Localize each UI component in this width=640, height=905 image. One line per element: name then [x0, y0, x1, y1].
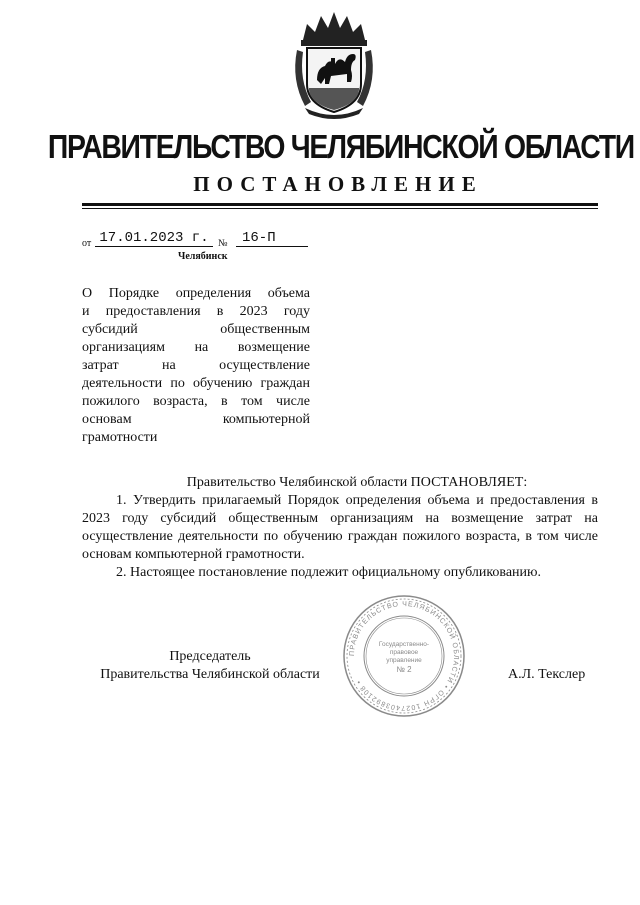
government-title: ПРАВИТЕЛЬСТВО ЧЕЛЯБИНСКОЙ ОБЛАСТИ	[47, 128, 634, 165]
svg-text:ПРАВИТЕЛЬСТВО ЧЕЛЯБИНСКОЙ ОБЛА: ПРАВИТЕЛЬСТВО ЧЕЛЯБИНСКОЙ ОБЛАСТИ • ОГРН 1027403892108 •	[348, 600, 460, 712]
document-subject	[82, 285, 310, 447]
coat-of-arms-icon	[291, 10, 377, 120]
header-divider-thin	[82, 208, 598, 209]
stamp-text: управление	[386, 657, 422, 664]
signatory-position-line: Председатель	[169, 649, 251, 664]
subject-line: организациям на возмещение	[82, 340, 310, 355]
document-number: 16-П	[236, 230, 308, 247]
signatory-position	[82, 648, 338, 684]
header-divider-thick	[82, 203, 598, 206]
number-prefix: №	[218, 238, 228, 249]
subject-line: грамотности	[82, 430, 158, 445]
decree-item-1: 1. Утвердить прилагаемый Порядок определения объема и предоставления в 2023 году субсидий общественным организациям на возмещение затрат на осуществление деятельности по обучению граждан пожилого возраста, в том числе основам компьютерной грамотности.	[82, 493, 598, 562]
official-stamp-icon	[342, 594, 466, 718]
subject-line: О Порядке определения объема	[82, 286, 310, 301]
stamp-text: № 2	[396, 665, 412, 674]
subject-line: основам компьютерной	[82, 412, 310, 427]
signatory-name: А.Л. Текслер	[508, 667, 586, 682]
subject-line: деятельности по обучению граждан	[82, 376, 310, 391]
decree-item-2: 2. Настоящее постановление подлежит официальному опубликованию.	[116, 565, 541, 580]
decree-lead: Правительство Челябинской области ПОСТАНОВЛЯЕТ:	[186, 475, 528, 490]
subject-line: затрат на осуществление	[82, 358, 310, 373]
document-type-title: ПОСТАНОВЛЕНИЕ	[193, 172, 483, 196]
date-prefix: от	[82, 238, 92, 249]
subject-line: пожилого возраста, в том числе	[82, 394, 310, 409]
stamp-text: правовое	[389, 649, 419, 656]
subject-line: субсидий общественным	[82, 322, 310, 337]
signatory-position-line: Правительства Челябинской области	[100, 667, 320, 682]
decree-body	[82, 474, 598, 582]
document-date: 17.01.2023 г.	[95, 230, 213, 247]
stamp-text: Государственно-	[378, 641, 430, 648]
city-label: Челябинск	[178, 251, 228, 262]
subject-line: и предоставления в 2023 году	[82, 304, 310, 319]
